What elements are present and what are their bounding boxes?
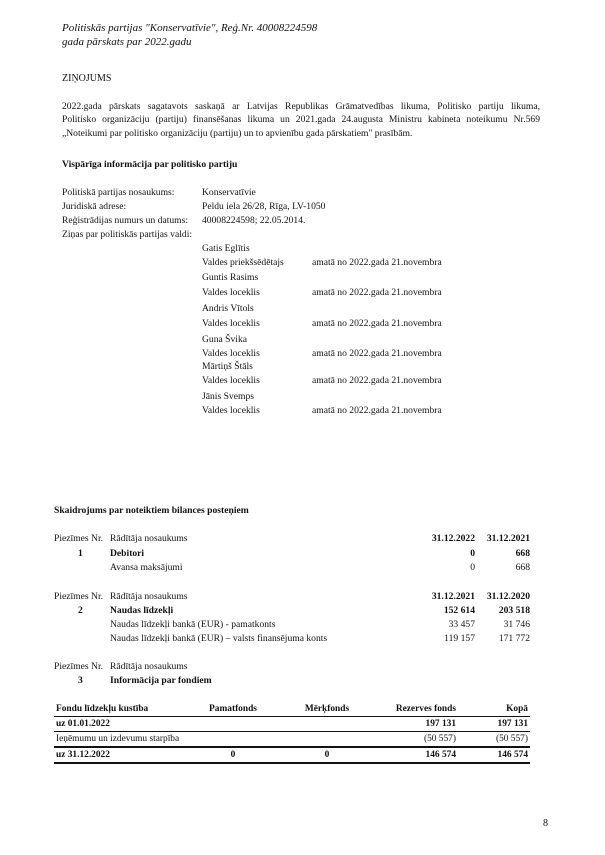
intro-line-1: 2022.gada pārskats sagatavots saskaņā ar Latvijas Republikas Grāmatvedības likuma, Politisko partiju likuma, (62, 101, 540, 112)
board-member-term: amatā no 2022.gada 21.novembra (312, 348, 442, 359)
debtors-value-1: 0 (470, 548, 475, 559)
indicator-label: Rādītāja nosaukums (110, 591, 188, 602)
page-number: 8 (543, 818, 548, 829)
board-member-term: amatā no 2022.gada 21.novembra (312, 287, 442, 298)
board-member-role: Valdes loceklis (202, 318, 260, 329)
intro-paragraph (62, 100, 540, 140)
name-label: Politiskā partijas nosaukums: (62, 187, 175, 198)
table-cell: Ieņēmumu un izdevumu starpība (54, 732, 186, 748)
funds-table (54, 702, 530, 764)
name-value: Konservatīvie (202, 187, 256, 198)
table-row (54, 747, 530, 763)
table-header: Kopā (506, 704, 528, 714)
table-cell (186, 717, 280, 732)
debtors-value-2: 668 (515, 548, 530, 559)
general-heading: Vispārīga informācija par politisko partiju (62, 159, 238, 170)
board-member-role: Valdes loceklis (202, 375, 260, 386)
table-cell: 146 574 (458, 747, 530, 763)
col-header-1: 31.12.2022 (431, 533, 475, 544)
table-cell: uz 01.01.2022 (54, 717, 186, 732)
cash-row-value-2: 31 746 (503, 619, 530, 630)
board-member-term: amatā no 2022.gada 21.novembra (312, 375, 442, 386)
report-title: ZIŅOJUMS (62, 73, 112, 84)
cash-row-label: Naudas līdzekļi bankā (EUR) - pamatkonts (110, 619, 276, 630)
note-label: Piezīmes Nr. (54, 533, 104, 544)
board-label: Ziņas par politiskās partijas valdi: (62, 229, 193, 240)
table-cell: 197 131 (374, 717, 458, 732)
note-label: Piezīmes Nr. (54, 591, 104, 602)
table-cell: (50 557) (458, 732, 530, 748)
table-cell: 146 574 (374, 747, 458, 763)
table-cell: 197 131 (458, 717, 530, 732)
board-member-term: amatā no 2022.gada 21.novembra (312, 257, 442, 268)
debtors-row-label: Avansa maksājumi (110, 562, 183, 573)
board-member-role: Valdes loceklis (202, 287, 260, 298)
cash-row-value-1: 33 457 (448, 619, 475, 630)
col-header-2: 31.12.2020 (486, 591, 530, 602)
board-member-name: Jānis Svemps (202, 391, 254, 402)
note-number: 2 (78, 605, 83, 616)
intro-line-2: Politisko organizāciju (partiju) finansēšanas likuma un 2021.gada 24.augusta Ministru kabineta noteikumu Nr.569 (62, 114, 540, 126)
cash-value-1: 152 614 (443, 605, 475, 616)
debtors-title: Debitori (110, 548, 145, 559)
cash-row-label: Naudas līdzekļi bankā (EUR) – valsts finansējuma konts (110, 633, 328, 644)
table-cell (280, 717, 374, 732)
table-header: Rezerves fonds (395, 704, 456, 714)
board-member-name: Guntis Rasims (202, 272, 259, 283)
note-label: Piezīmes Nr. (54, 661, 104, 672)
address-value: Peldu iela 26/28, Rīga, LV-1050 (202, 201, 326, 212)
board-member-term: amatā no 2022.gada 21.novembra (312, 405, 442, 416)
table-cell: (50 557) (374, 732, 458, 748)
debtors-row-value-2: 668 (515, 562, 530, 573)
table-header: Pamatfonds (209, 704, 257, 714)
board-member-name: Mārtiņš Štāls (202, 361, 253, 372)
intro-line-3: „Noteikumi par politisko organizāciju (partiju) un to apvienību gada pārskatiem" prasībām. (62, 127, 413, 139)
table-row (54, 717, 530, 732)
address-label: Juridiskā adrese: (62, 201, 127, 212)
reg-value: 40008224598; 22.05.2014. (202, 215, 306, 226)
board-member-name: Guna Švika (202, 334, 248, 345)
cash-title: Naudas līdzekļi (110, 605, 174, 616)
col-header-2: 31.12.2021 (486, 533, 530, 544)
balance-heading: Skaidrojums par noteiktiem bilances posteņiem (54, 505, 249, 516)
board-member-role: Valdes loceklis (202, 348, 260, 359)
table-header-row (54, 702, 530, 717)
table-cell: 0 (186, 747, 280, 763)
table-header: Mērķfonds (304, 704, 350, 714)
cash-row-value-1: 119 157 (444, 633, 475, 644)
note-number: 1 (78, 548, 83, 559)
funds-info-title: Informācija par fondiem (110, 675, 212, 686)
table-cell: 0 (280, 747, 374, 763)
board-member-role: Valdes loceklis (202, 405, 260, 416)
header-line-2: gada pārskats par 2022.gadu (62, 36, 192, 48)
board-member-name: Andris Vītols (202, 303, 254, 314)
cash-value-2: 203 518 (498, 605, 530, 616)
board-member-term: amatā no 2022.gada 21.novembra (312, 318, 442, 329)
col-header-1: 31.12.2021 (431, 591, 475, 602)
board-member-role: Valdes priekšsēdētajs (202, 257, 284, 268)
note-number: 3 (78, 675, 83, 686)
reg-label: Reģistrādijas numurs un datums: (62, 215, 189, 226)
header-line-1: Politiskās partijas "Konservatīvie", Reģ.Nr. 40008224598 (62, 22, 318, 34)
table-cell: uz 31.12.2022 (54, 747, 186, 763)
table-row (54, 732, 530, 748)
debtors-row-value-1: 0 (470, 562, 475, 573)
cash-row-value-2: 171 772 (498, 633, 530, 644)
table-header: Fondu līdzekļu kustība (56, 704, 149, 714)
indicator-label: Rādītāja nosaukums (110, 533, 188, 544)
board-member-name: Gatis Eglītis (202, 243, 250, 254)
table-cell (186, 732, 280, 748)
indicator-label: Rādītāja nosaukums (110, 661, 188, 672)
table-cell (280, 732, 374, 748)
